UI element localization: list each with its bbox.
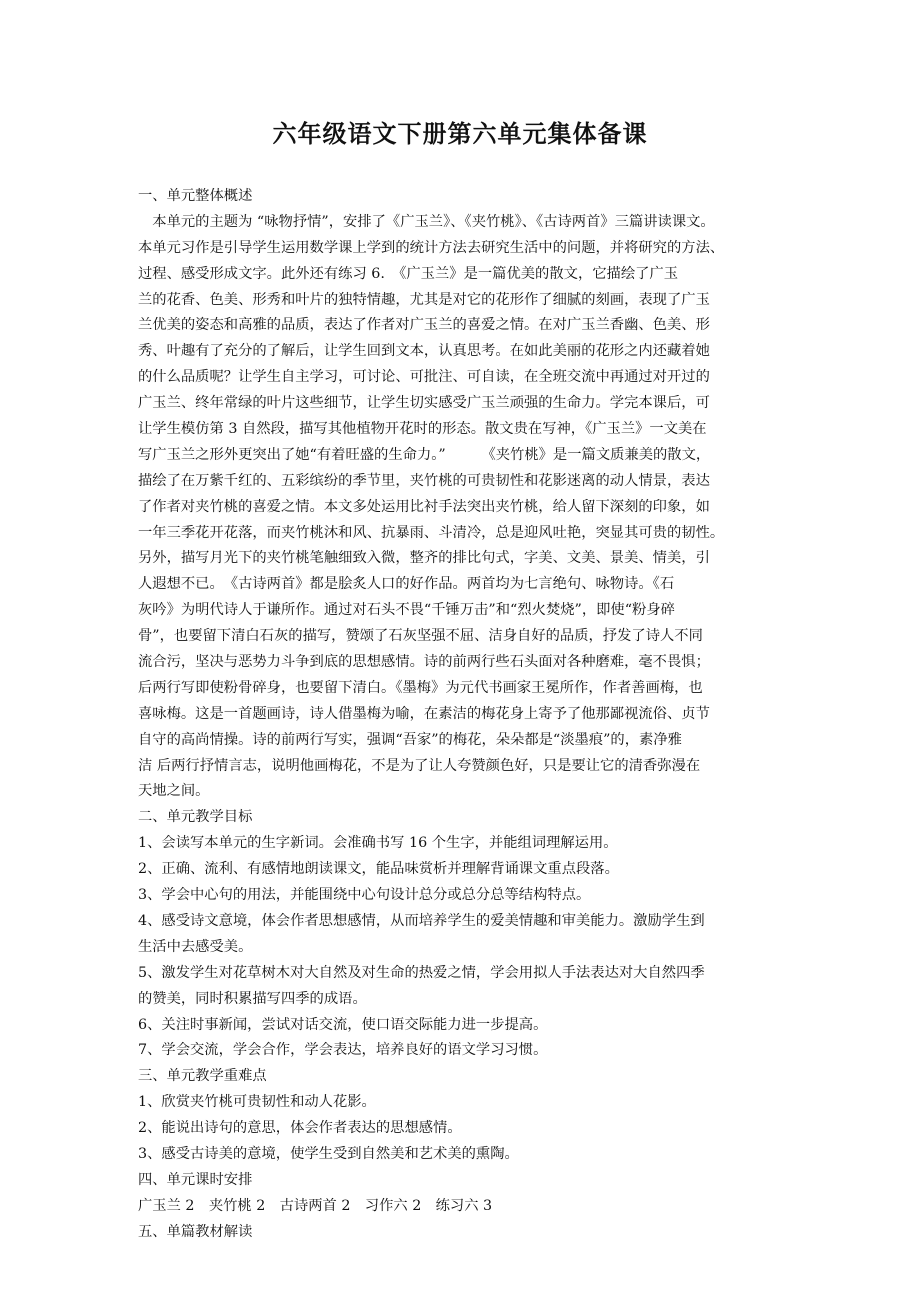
text-line: 5、激发学生对花草树木对大自然及对生命的热爱之情，学会用拟人手法表达对大自然四季 [138,964,705,981]
text-line: 1、会读写本单元的生字新词。会准确书写 16 个生字，并能组词理解运用。 [138,835,618,852]
text-line: 一、单元整体概述 [138,188,253,204]
text-line: 广玉兰、终年常绿的叶片这些细节，让学生切实感受广玉兰顽强的生命力。学完本课后，可 [138,395,710,412]
text-line: 骨”，也要留下清白石灰的描写，赞颂了石灰坚强不屈、洁身自好的品质，抒发了诗人不同 [138,628,703,645]
text-line: 3、学会中心句的用法，并能围绕中心句设计总分或总分总等结构特点。 [138,887,591,904]
text-line: 兰优美的姿态和高雅的品质，表达了作者对广玉兰的喜爱之情。在对广玉兰香幽、色美、形 [138,317,710,334]
text-line: 一年三季花开花落，而夹竹桃沐和风、抗暴雨、斗清冷，总是迎风吐艳，突显其可贵的韧性。 [138,524,725,541]
document-title: 六年级语文下册第六单元集体备课 [272,120,648,148]
text-line: 四、单元课时安排 [138,1171,253,1188]
text-line: 生活中去感受美。 [138,938,253,955]
text-line: 过程、感受形成文字。此外还有练习 6. 《广玉兰》是一篇优美的散文，它描绘了广玉 [138,265,679,282]
text-line: 2、能说出诗句的意思，体会作者表达的思想感情。 [138,1120,462,1137]
text-line: 天地之间。 [138,783,210,800]
text-line: 二、单元教学目标 [138,809,253,826]
text-line: 本单元的主题为 “咏物抒情”，安排了《广玉兰》、《夹竹桃》、《古诗两首》三篇讲读课文。 [138,213,715,230]
text-line: 6、关注时事新闻，尝试对话交流，使口语交际能力进一步提高。 [138,1016,548,1033]
text-line: 喜咏梅。这是一首题画诗，诗人借墨梅为喻，在素洁的梅花身上寄予了他那鄙视流俗、贞节 [138,705,710,722]
text-line: 五、单篇教材解读 [138,1223,253,1240]
text-line: 广玉兰 2 夹竹桃 2 古诗两首 2 习作六 2 练习六 3 [138,1197,493,1214]
text-line: 兰的花香、色美、形秀和叶片的独特情趣，尤其是对它的花形作了细腻的刻画，表现了广玉 [138,291,710,308]
text-line: 让学生模仿第 3 自然段，描写其他植物开花时的形态。散文贵在写神，《广玉兰》一文美在 [138,421,707,438]
document-body [138,184,802,1246]
text-line: 写广玉兰之形外更突出了她“有着旺盛的生命力。” 《夹竹桃》是一篇文质兼美的散文， [138,446,711,463]
text-line: 流合污，坚决与恶势力斗争到底的思想感情。诗的前两行些石头面对各种磨难，毫不畏惧； [138,654,710,671]
text-line: 的什么品质呢？让学生自主学习，可讨论、可批注、可自读，在全班交流中再通过对开过的 [138,369,710,386]
text-line: 7、学会交流，学会合作，学会表达，培养良好的语文学习习惯。 [138,1042,548,1059]
text-line: 自守的高尚情操。诗的前两行写实，强调“吾家”的梅花，朵朵都是“淡墨痕”的，素净雅 [138,731,682,748]
text-line: 2、正确、流利、有感情地朗读课文，能品味赏析并理解背诵课文重点段落。 [138,861,619,878]
text-line: 另外，描写月光下的夹竹桃笔触细致入微，整齐的排比句式，字美、文美、景美、情美，引 [138,550,710,567]
text-line: 1、欣赏夹竹桃可贵韧性和动人花影。 [138,1094,376,1111]
text-line: 描绘了在万紫千红的、五彩缤纷的季节里，夹竹桃的可贵韧性和花影迷离的动人情景，表达 [138,472,710,489]
text-line: 的赞美，同时积累描写四季的成语。 [138,990,367,1007]
text-line: 洁 后两行抒情言志，说明他画梅花，不是为了让人夸赞颜色好，只是要让它的清香弥漫在 [138,757,701,774]
text-line: 人遐想不已。 《古诗两首》都是脍炙人口的好作品。两首均为七言绝句、咏物诗。《石 [138,576,675,593]
text-line: 了作者对夹竹桃的喜爱之情。本文多处运用比衬手法突出夹竹桃，给人留下深刻的印象，如 [138,498,710,515]
text-line: 三、单元教学重难点 [138,1068,267,1085]
text-line: 灰吟》为明代诗人于谦所作。通过对石头不畏“千锤万击”和“烈火焚烧”，即使“粉身碎 [138,602,675,619]
text-line: 4、感受诗文意境，体会作者思想感情，从而培养学生的爱美情趣和审美能力。激励学生到 [138,912,705,929]
text-line: 秀、叶趣有了充分的了解后，让学生回到文本，认真思考。在如此美丽的花形之内还藏着她 [138,343,710,360]
text-line: 后两行写即使粉骨碎身，也要留下清白。《墨梅》为元代书画家王冕所作，作者善画梅，也 [138,679,703,696]
text-line: 3、感受古诗美的意境，使学生受到自然美和艺术美的熏陶。 [138,1145,519,1162]
text-line: 本单元习作是引导学生运用数学课上学到的统计方法去研究生活中的问题，并将研究的方法、 [138,239,725,256]
